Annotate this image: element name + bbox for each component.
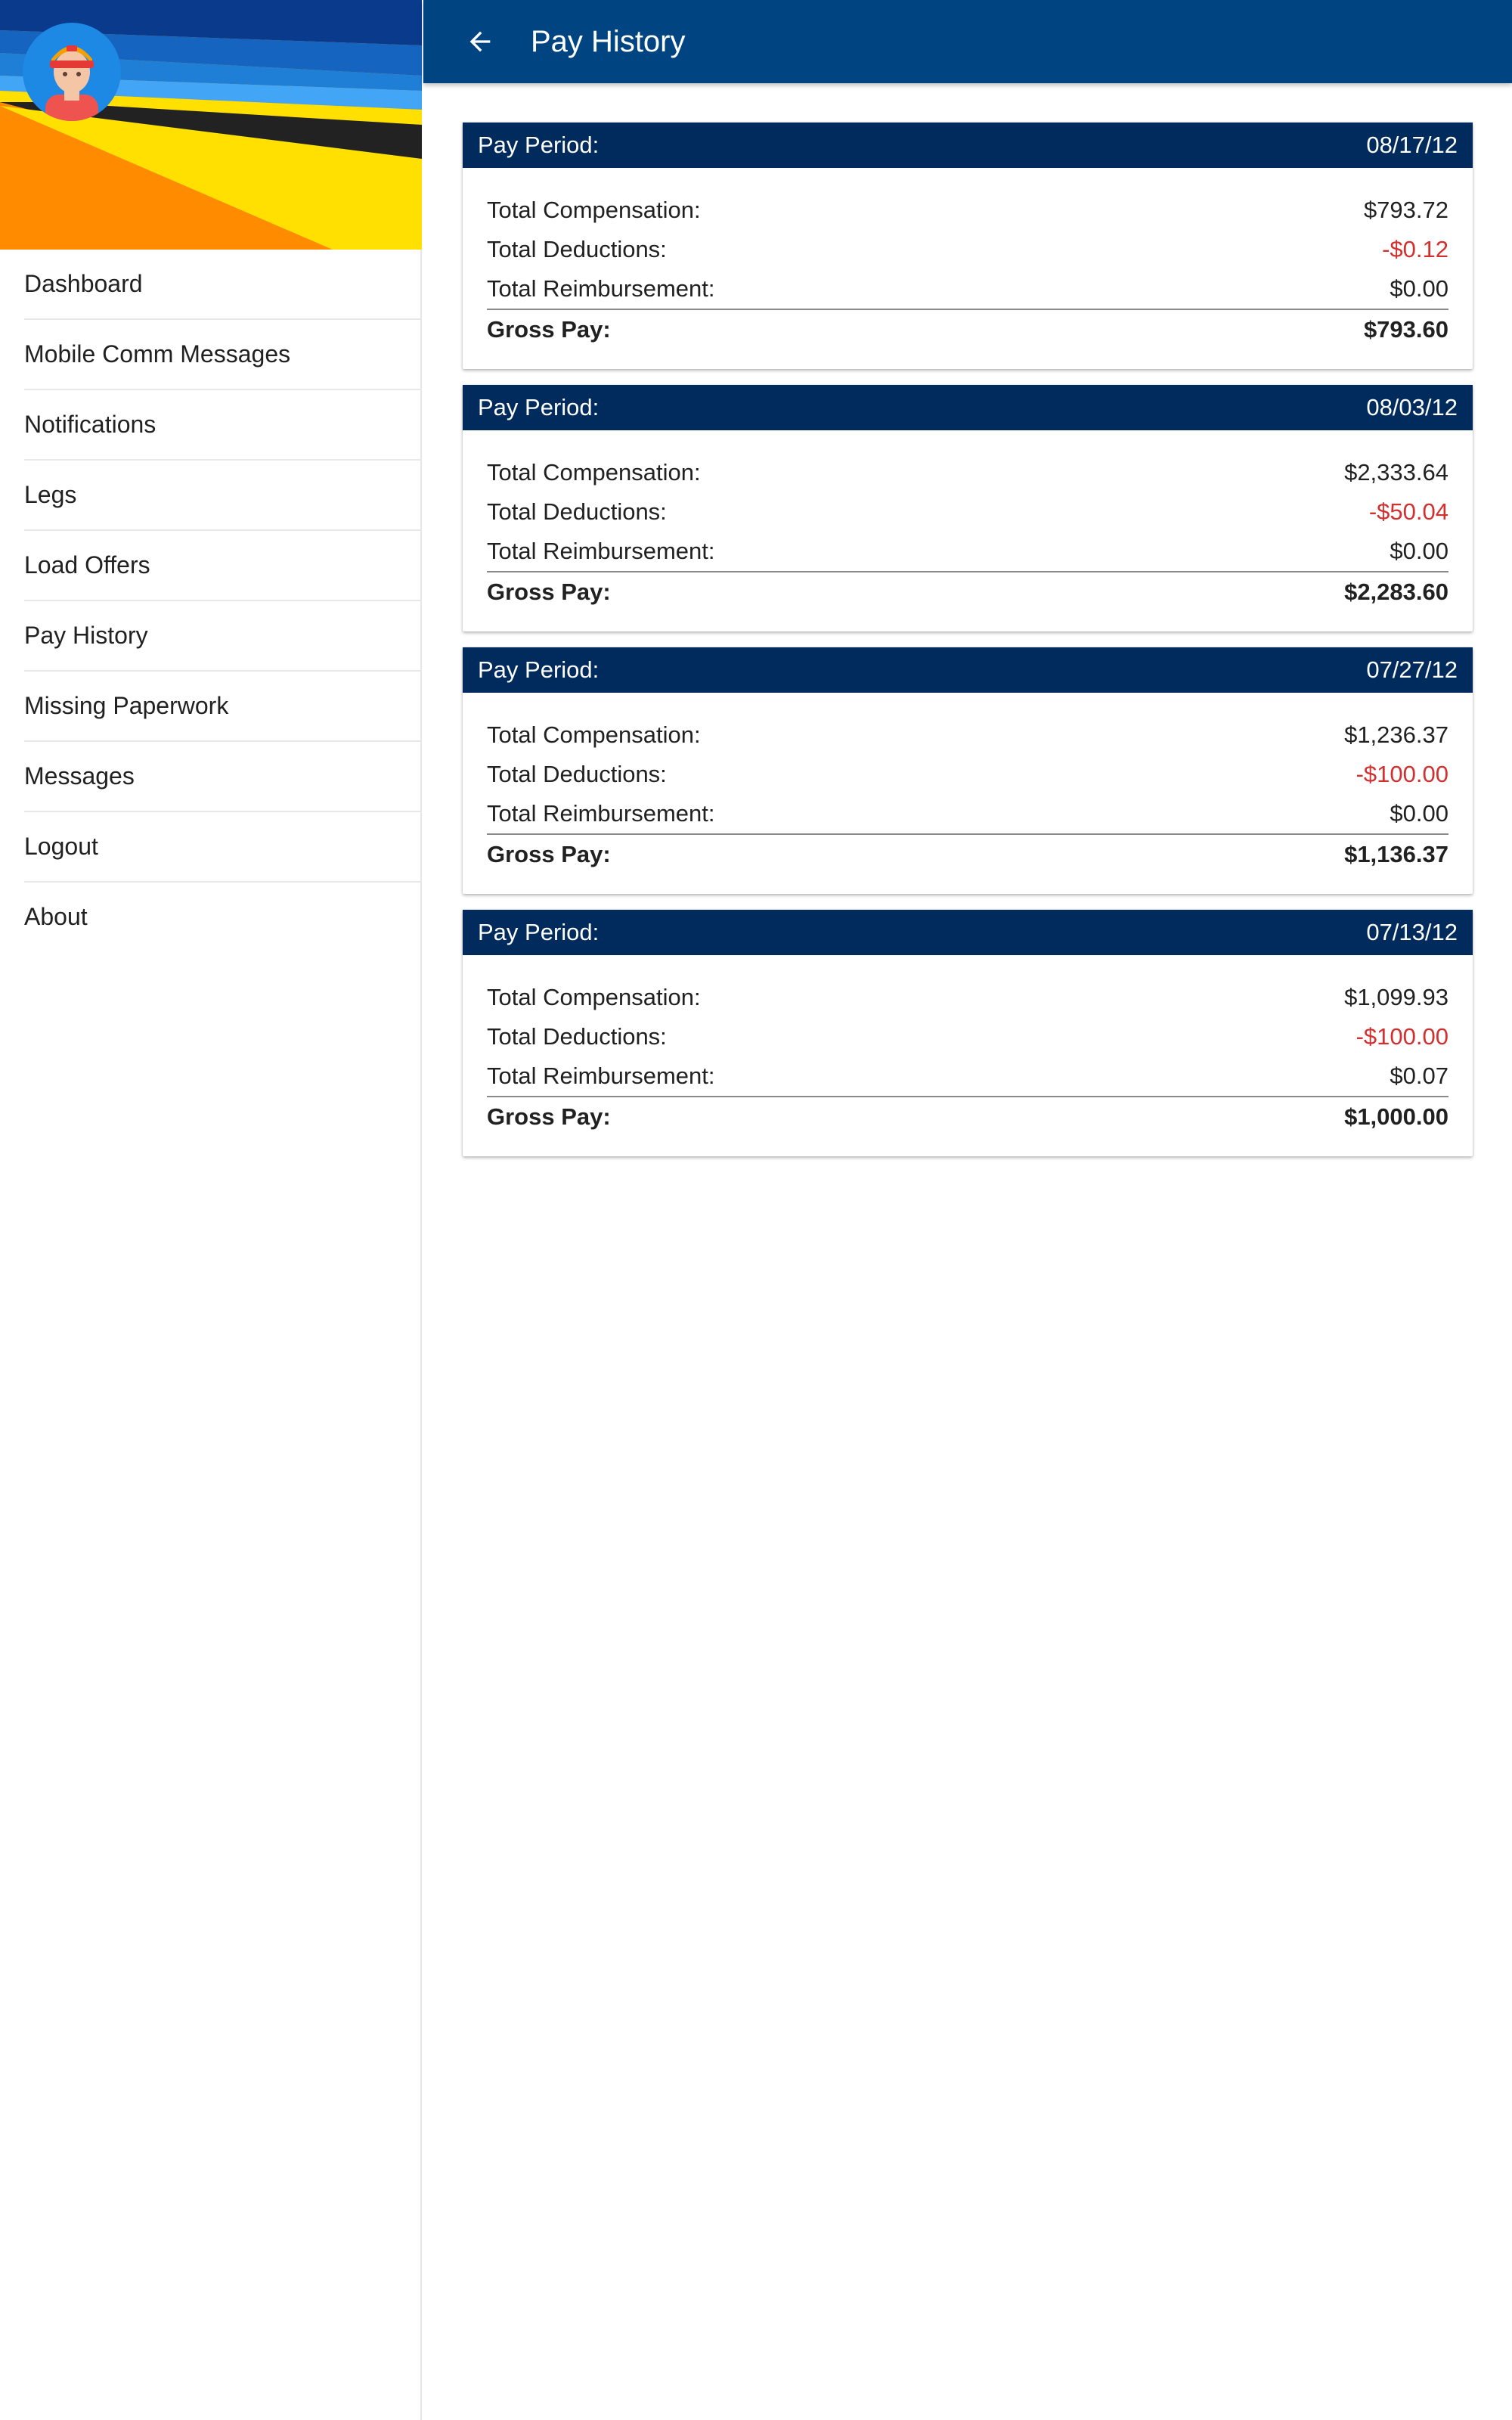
gross-pay-value: $1,000.00 [1344,1103,1448,1130]
total-deductions-label: Total Deductions: [487,236,667,262]
total-reimbursement-label: Total Reimbursement: [487,275,715,302]
gross-pay-row [487,833,1448,874]
nav-item-mobile-comm-messages[interactable]: Mobile Comm Messages [24,320,420,390]
total-compensation-row [487,191,1448,230]
pay-period-header [463,123,1473,168]
nav-item-about[interactable]: About [24,903,88,930]
pay-period-date: 08/03/12 [1366,394,1458,420]
total-reimbursement-label: Total Reimbursement: [487,1063,715,1089]
pay-period-header [463,385,1473,430]
total-reimbursement-value: $0.00 [1390,538,1448,564]
pay-period-header [463,647,1473,693]
navigation-drawer [0,0,422,2420]
drawer-menu [0,250,420,951]
total-deductions-label: Total Deductions: [487,498,667,525]
pay-period-details [463,430,1473,631]
nav-item-dashboard[interactable]: Dashboard [24,250,420,320]
gross-pay-value: $793.60 [1363,316,1448,343]
total-compensation-row [487,453,1448,492]
total-deductions-label: Total Deductions: [487,1023,667,1050]
nav-item-legs[interactable]: Legs [24,461,420,531]
total-reimbursement-label: Total Reimbursement: [487,538,715,564]
total-reimbursement-row [487,269,1448,309]
pay-period-card[interactable] [463,385,1473,631]
total-compensation-label: Total Compensation: [487,984,701,1010]
total-deductions-value: -$0.12 [1382,236,1448,262]
pay-period-details [463,168,1473,369]
gross-pay-row [487,571,1448,612]
total-deductions-value: -$50.04 [1368,498,1448,525]
total-compensation-row [487,715,1448,755]
gross-pay-label: Gross Pay: [487,1103,611,1130]
total-compensation-value: $2,333.64 [1344,459,1448,486]
total-deductions-row [487,1017,1448,1056]
gross-pay-value: $1,136.37 [1344,841,1448,867]
drawer-header [0,0,422,250]
total-compensation-label: Total Compensation: [487,721,701,748]
pay-history-list [463,123,1473,1172]
total-deductions-row [487,230,1448,269]
total-compensation-row [487,978,1448,1017]
nav-item-logout[interactable]: Logout [24,812,420,883]
nav-item-missing-paperwork[interactable]: Missing Paperwork [24,672,420,742]
total-compensation-value: $793.72 [1363,197,1448,223]
nav-item-notifications[interactable]: Notifications [24,390,420,461]
total-deductions-value: -$100.00 [1356,1023,1448,1050]
pay-period-card[interactable] [463,123,1473,369]
total-reimbursement-value: $0.07 [1390,1063,1448,1089]
pay-period-details [463,955,1473,1156]
pay-period-date: 07/13/12 [1366,919,1458,945]
gross-pay-value: $2,283.60 [1344,579,1448,605]
gross-pay-label: Gross Pay: [487,579,611,605]
total-compensation-label: Total Compensation: [487,197,701,223]
back-button[interactable] [454,15,507,68]
total-deductions-value: -$100.00 [1356,761,1448,787]
gross-pay-label: Gross Pay: [487,316,611,343]
total-compensation-value: $1,236.37 [1344,721,1448,748]
pay-period-date: 07/27/12 [1366,656,1458,683]
arrow-left-icon [465,26,495,57]
nav-item-load-offers[interactable]: Load Offers [24,531,420,601]
total-reimbursement-row [487,1056,1448,1096]
page-title: Pay History [531,24,686,58]
total-deductions-row [487,755,1448,794]
total-deductions-row [487,492,1448,532]
pay-period-card[interactable] [463,910,1473,1156]
gross-pay-row [487,1096,1448,1137]
pay-period-details [463,693,1473,894]
pay-period-label: Pay Period: [478,919,600,945]
driver-avatar-icon[interactable] [23,23,121,121]
pay-period-date: 08/17/12 [1366,132,1458,158]
total-compensation-value: $1,099.93 [1344,984,1448,1010]
pay-period-header [463,910,1473,955]
gross-pay-row [487,309,1448,349]
total-reimbursement-label: Total Reimbursement: [487,800,715,827]
total-reimbursement-row [487,794,1448,833]
total-reimbursement-value: $0.00 [1390,275,1448,302]
gross-pay-label: Gross Pay: [487,841,611,867]
nav-item-pay-history[interactable]: Pay History [24,601,420,672]
app-bar [423,0,1512,83]
pay-period-label: Pay Period: [478,132,600,158]
nav-item-messages[interactable]: Messages [24,742,420,812]
total-compensation-label: Total Compensation: [487,459,701,486]
pay-period-label: Pay Period: [478,394,600,420]
total-reimbursement-row [487,532,1448,571]
pay-period-label: Pay Period: [478,656,600,683]
total-deductions-label: Total Deductions: [487,761,667,787]
total-reimbursement-value: $0.00 [1390,800,1448,827]
pay-period-card[interactable] [463,647,1473,894]
